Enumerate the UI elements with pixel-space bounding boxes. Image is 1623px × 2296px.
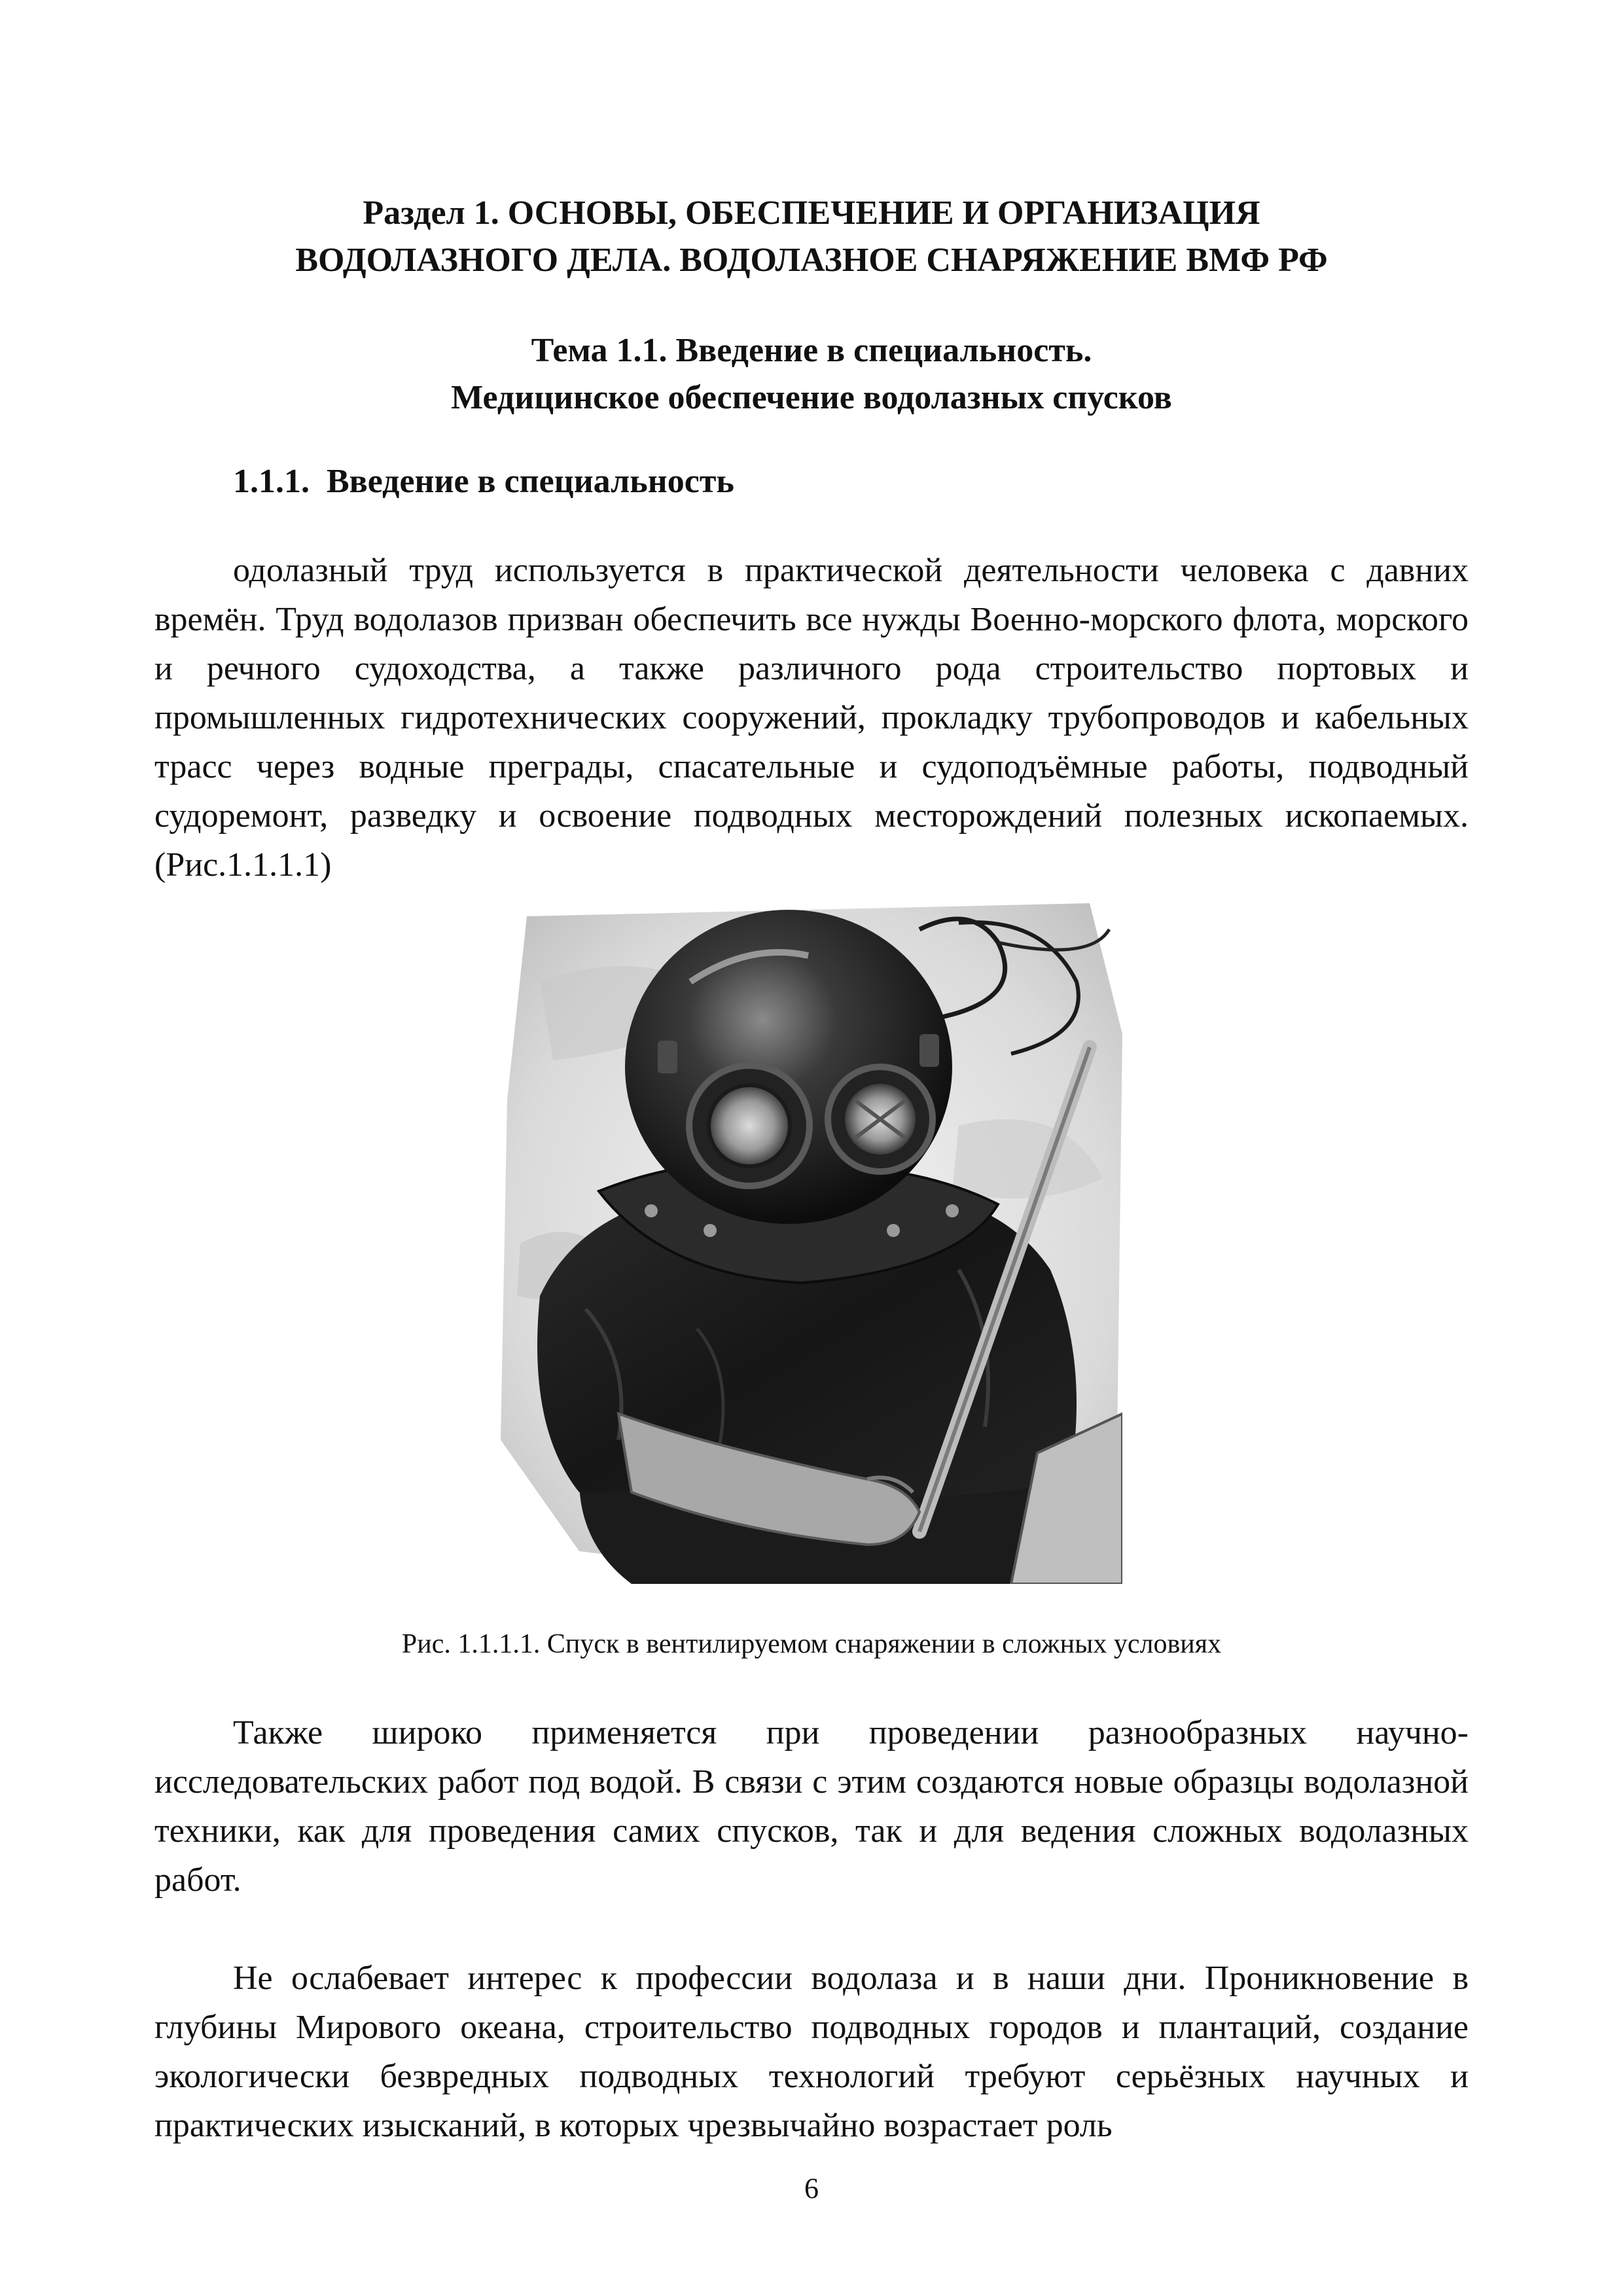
section-heading-line-1: Раздел 1. ОСНОВЫ, ОБЕСПЕЧЕНИЕ И ОРГАНИЗАЦИЯ — [363, 194, 1260, 232]
topic-heading — [154, 327, 1469, 422]
topic-heading-line-1: Тема 1.1. Введение в специальность. — [531, 332, 1092, 369]
body-paragraph: одолазный труд используется в практической деятельности человека с давних времён. Труд водолазов призван обеспечить все нужды Военно-морского флота, морского и речного судоходства, а также различного рода строительство портовых и промышленных гидротехнических сооружений, прокладку трубопроводов и кабельных трасс через водные преграды, спасательные и судоподъёмные работы, подводный судоремонт, разведку и освоение подводных месторождений полезных ископаемых. (Рис.1.1.1.1) — [154, 552, 1469, 884]
section-heading — [154, 190, 1469, 284]
diver-photo — [501, 903, 1122, 1584]
subsection-number: 1.1.1. — [233, 463, 310, 500]
body-paragraph: Не ослабевает интерес к профессии водолаза и в наши дни. Проникновение в глубины Мирового океана, строительство подводных городов и плантаций, создание экологически безвредных подводных технологий требуют серьёзных научных и практических изысканий, в которых чрезвычайно возрастает роль — [154, 1960, 1469, 2144]
topic-heading-line-2: Медицинское обеспечение водолазных спусков — [451, 379, 1172, 416]
body-paragraph: Также широко применяется при проведении разнообразных научно-исследовательских работ под водой. В связи с этим создаются новые образцы водолазной техники, как для проведения самих спусков, так и для ведения сложных водолазных работ. — [154, 1714, 1469, 1899]
subsection-title: Введение в специальность — [327, 463, 734, 500]
page-number: 6 — [804, 2172, 819, 2204]
section-heading-line-2: ВОДОЛАЗНОГО ДЕЛА. ВОДОЛАЗНОЕ СНАРЯЖЕНИЕ ВМФ РФ — [295, 242, 1328, 279]
figure-caption: Рис. 1.1.1.1. Спуск в вентилируемом снаряжении в сложных условиях — [401, 1629, 1222, 1659]
subsection-heading — [233, 458, 734, 505]
